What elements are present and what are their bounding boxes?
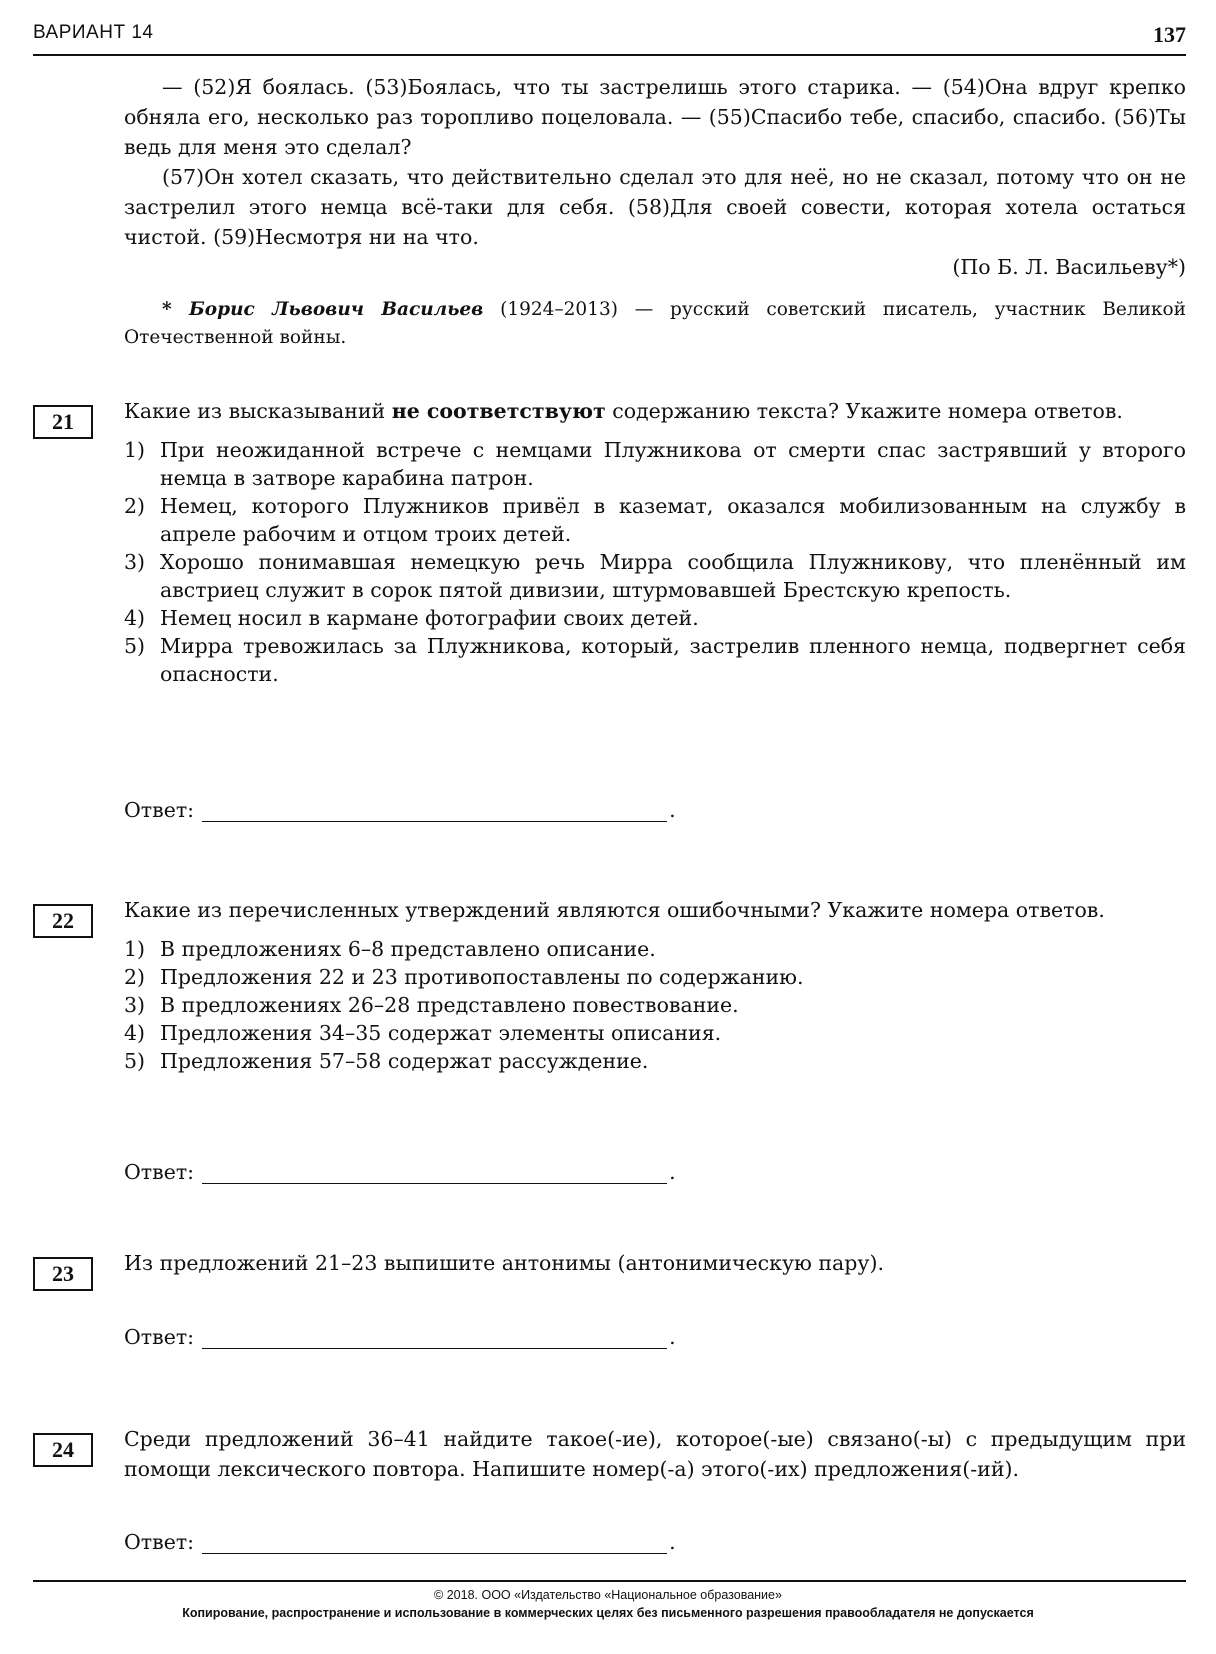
- answer-label: Ответ:: [124, 1325, 195, 1349]
- answer-option: 3) Хорошо понимавшая немецкую речь Мирра сообщила Плужникову, что пленённый им австриец служит в сорок пятой дивизии, штурмовавшей Брестскую крепость.: [124, 550, 1186, 602]
- answer-line[interactable]: [202, 1326, 667, 1349]
- question-24: [124, 1424, 1186, 1484]
- answer-label: Ответ:: [124, 798, 195, 822]
- question-21-options: [124, 436, 1186, 688]
- question-number-21: 21: [33, 405, 93, 439]
- question-21: [124, 396, 1186, 688]
- answer-option: 1) При неожиданной встрече с немцами Плужникова от смерти спас застрявший у второго немца в затворе карабина патрон.: [124, 438, 1186, 490]
- answer-label: Ответ:: [124, 1530, 195, 1554]
- question-number-23: 23: [33, 1257, 93, 1291]
- question-24-text: Среди предложений 36–41 найдите такое(-ие), которое(-ые) связано(-ы) с предыдущим при помощи лексического повтора. Напишите номер(-а) этого(-их) предложения(-ий).: [124, 1427, 1186, 1481]
- answer-option: 2) Немец, которого Плужников привёл в каземат, оказался мобилизованным на службу в апреле рабочим и отцом троих детей.: [124, 494, 1186, 546]
- answer-line[interactable]: [202, 1161, 667, 1184]
- answer-option: 3) В предложениях 26–28 представлено повествование.: [124, 993, 739, 1017]
- page-number: 137: [1153, 22, 1186, 47]
- footer-divider: [33, 1580, 1186, 1582]
- question-22-text: Какие из перечисленных утверждений являются ошибочными? Укажите номера ответов.: [124, 898, 1105, 922]
- copyright-notice: Копирование, распространение и использование в коммерческих целях без письменного разрешения правообладателя не допускается: [182, 1606, 1034, 1620]
- answer-option: 5) Предложения 57–58 содержат рассуждение.: [124, 1049, 649, 1073]
- question-21-emphasis: не соответствуют: [391, 399, 606, 423]
- question-number-22: 22: [33, 904, 93, 938]
- author-footnote: [124, 296, 1186, 352]
- question-23-text: Из предложений 21–23 выпишите антонимы (антонимическую пару).: [124, 1251, 884, 1275]
- answer-field-23[interactable]: Ответ: .: [124, 1325, 676, 1349]
- answer-option: 5) Мирра тревожилась за Плужникова, который, застрелив пленного немца, подвергнет себя опасности.: [124, 634, 1186, 686]
- question-22-options: [124, 935, 1186, 1075]
- answer-field-24[interactable]: Ответ: .: [124, 1530, 676, 1554]
- header-divider: [33, 54, 1186, 56]
- answer-label: Ответ:: [124, 1160, 195, 1184]
- answer-option: 2) Предложения 22 и 23 противопоставлены по содержанию.: [124, 965, 804, 989]
- footnote-text: (1924–2013) — русский советский писатель, участник Великой Отечественной войны.: [124, 299, 1186, 348]
- footnote-author-name: * Борис Львович Васильев: [162, 299, 484, 320]
- answer-option: 1) В предложениях 6–8 представлено описание.: [124, 937, 656, 961]
- question-22: [124, 895, 1186, 1075]
- answer-field-21[interactable]: Ответ: .: [124, 798, 676, 822]
- story-paragraph: — (52)Я боялась. (53)Боялась, что ты застрелишь этого старика. — (54)Она вдруг крепко обняла его, несколько раз торопливо поцеловала. — (55)Спасибо тебе, спасибо, спасибо. (56)Ты ведь для меня это сделал?: [124, 75, 1186, 159]
- question-number-24: 24: [33, 1433, 93, 1467]
- answer-line[interactable]: [202, 799, 667, 822]
- story-paragraph: (57)Он хотел сказать, что действительно сделал это для неё, но не сказал, потому что он не застрелил этого немца всё-таки для себя. (58)Для своей совести, которая хотела остаться чистой. (59)Несмотря ни на что.: [124, 165, 1186, 249]
- text-source: (По Б. Л. Васильеву*): [952, 255, 1186, 279]
- answer-field-22[interactable]: Ответ: .: [124, 1160, 676, 1184]
- story-text: [124, 72, 1186, 352]
- answer-line[interactable]: [202, 1531, 667, 1554]
- answer-option: 4) Немец носил в кармане фотографии своих детей.: [124, 606, 699, 630]
- variant-title: ВАРИАНТ 14: [33, 22, 154, 43]
- question-21-text: Какие из высказываний не соответствуют содержанию текста? Укажите номера ответов.: [124, 399, 1123, 423]
- copyright-line: © 2018. ООО «Издательство «Национальное образование»: [434, 1588, 782, 1602]
- question-23: [124, 1248, 1186, 1278]
- answer-option: 4) Предложения 34–35 содержат элементы описания.: [124, 1021, 722, 1045]
